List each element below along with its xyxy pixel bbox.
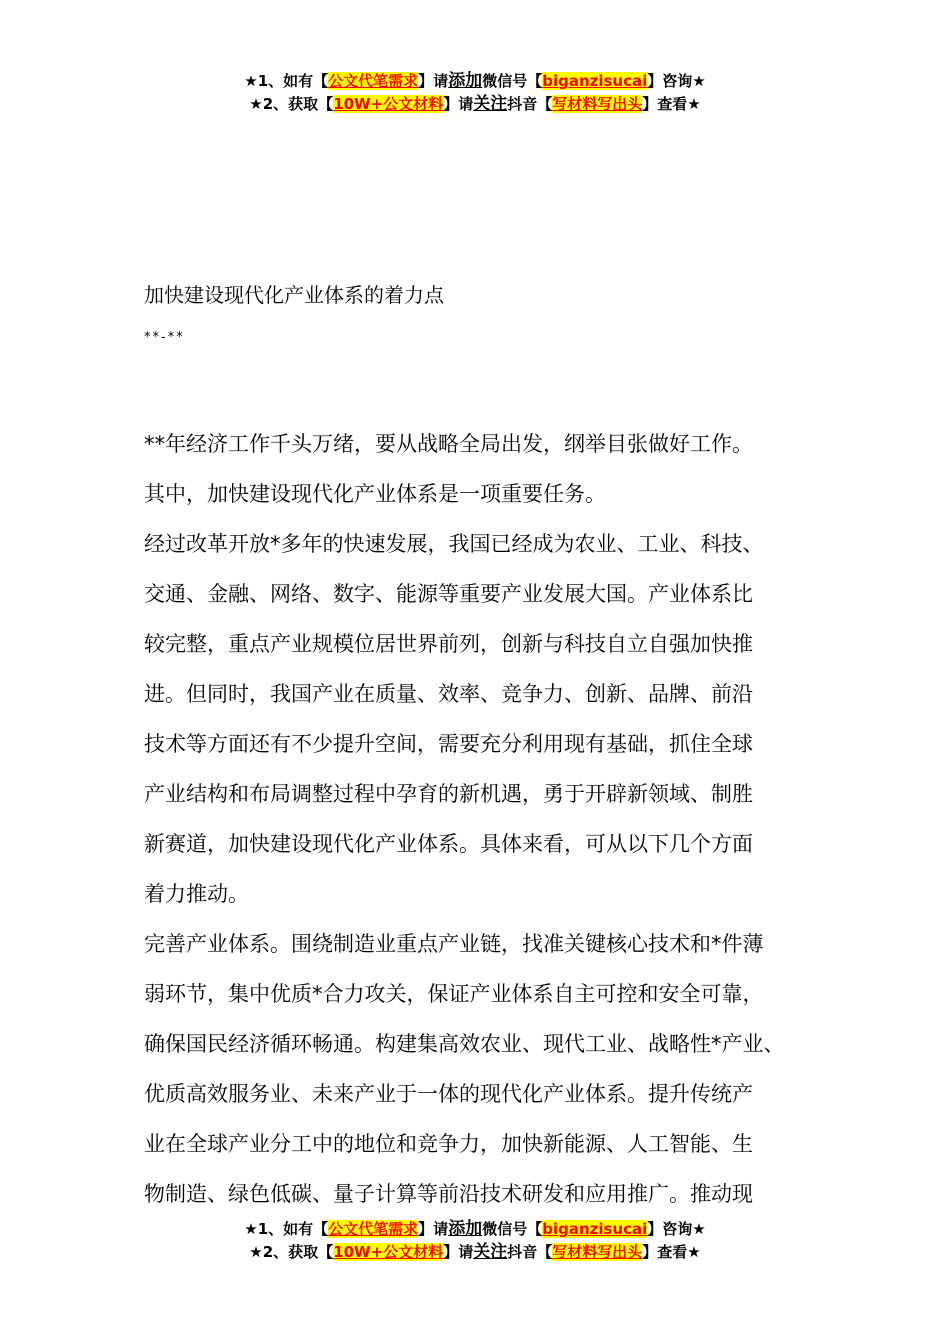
service-highlight: 公文代笔需求	[328, 1220, 419, 1238]
document-title: 加快建设现代化产业体系的着力点	[144, 283, 444, 307]
body-line: 优质高效服务业、未来产业于一体的现代化产业体系。提升传统产	[144, 1082, 753, 1106]
footer-line-2-prefix: ★2、获取【	[249, 1243, 334, 1261]
footer-line-1	[0, 1218, 950, 1241]
header-line-2-text: 】请	[443, 95, 474, 113]
body-line: 其中，加快建设现代化产业体系是一项重要任务。	[144, 482, 606, 506]
materials-highlight: 10W+公文材料	[333, 1243, 444, 1261]
header-line-1-emphasis: 添加	[448, 71, 483, 91]
douyin-id-highlight: 写材料写出头	[552, 1243, 643, 1261]
footer-banner	[0, 1218, 950, 1264]
body-line: 较完整，重点产业规模位居世界前列，创新与科技自立自强加快推	[144, 632, 753, 656]
header-banner	[0, 70, 950, 116]
footer-line-2-emphasis: 关注	[473, 1242, 508, 1262]
header-line-2-suffix: 】查看★	[642, 95, 701, 113]
body-line: 完善产业体系。围绕制造业重点产业链，找准关键核心技术和*件薄	[144, 932, 764, 956]
body-line: 物制造、绿色低碳、量子计算等前沿技术研发和应用推广。推动现	[144, 1182, 753, 1206]
body-line: 着力推动。	[144, 882, 249, 906]
body-line: 技术等方面还有不少提升空间，需要充分利用现有基础，抓住全球	[144, 732, 753, 756]
footer-line-1-text: 】请	[418, 1220, 449, 1238]
header-line-1-text: 】请	[418, 72, 449, 90]
header-line-1-prefix: ★1、如有【	[244, 72, 329, 90]
body-line: **年经济工作千头万绪，要从战略全局出发，纲举目张做好工作。	[144, 432, 753, 456]
body-line: 交通、金融、网络、数字、能源等重要产业发展大国。产业体系比	[144, 582, 753, 606]
header-line-2-emphasis: 关注	[473, 94, 508, 114]
header-line-1-suffix: 】咨询★	[647, 72, 706, 90]
header-line-1-text-2: 微信号【	[482, 72, 543, 90]
footer-line-2	[0, 1241, 950, 1264]
douyin-id-highlight: 写材料写出头	[552, 95, 643, 113]
header-line-2-text-2: 抖音【	[507, 95, 553, 113]
header-line-1	[0, 70, 950, 93]
body-line: 产业结构和布局调整过程中孕育的新机遇，勇于开辟新领域、制胜	[144, 782, 753, 806]
document-body	[144, 419, 844, 1219]
materials-highlight: 10W+公文材料	[333, 95, 444, 113]
header-line-2	[0, 93, 950, 116]
body-line: 经过改革开放*多年的快速发展，我国已经成为农业、工业、科技、	[144, 532, 764, 556]
footer-line-1-prefix: ★1、如有【	[244, 1220, 329, 1238]
document-author: **-**	[144, 330, 185, 345]
body-line: 弱环节，集中优质*合力攻关，保证产业体系自主可控和安全可靠，	[144, 982, 764, 1006]
body-line: 业在全球产业分工中的地位和竞争力，加快新能源、人工智能、生	[144, 1132, 753, 1156]
footer-line-1-text-2: 微信号【	[482, 1220, 543, 1238]
footer-line-2-text: 】请	[443, 1243, 474, 1261]
footer-line-2-suffix: 】查看★	[642, 1243, 701, 1261]
wechat-id-highlight: biganzisucai	[542, 72, 648, 90]
wechat-id-highlight: biganzisucai	[542, 1220, 648, 1238]
service-highlight: 公文代笔需求	[328, 72, 419, 90]
footer-line-1-emphasis: 添加	[448, 1219, 483, 1239]
footer-line-1-suffix: 】咨询★	[647, 1220, 706, 1238]
body-line: 进。但同时，我国产业在质量、效率、竞争力、创新、品牌、前沿	[144, 682, 753, 706]
body-line: 确保国民经济循环畅通。构建集高效农业、现代工业、战略性*产业、	[144, 1032, 785, 1056]
header-line-2-prefix: ★2、获取【	[249, 95, 334, 113]
footer-line-2-text-2: 抖音【	[507, 1243, 553, 1261]
body-line: 新赛道，加快建设现代化产业体系。具体来看，可从以下几个方面	[144, 832, 753, 856]
